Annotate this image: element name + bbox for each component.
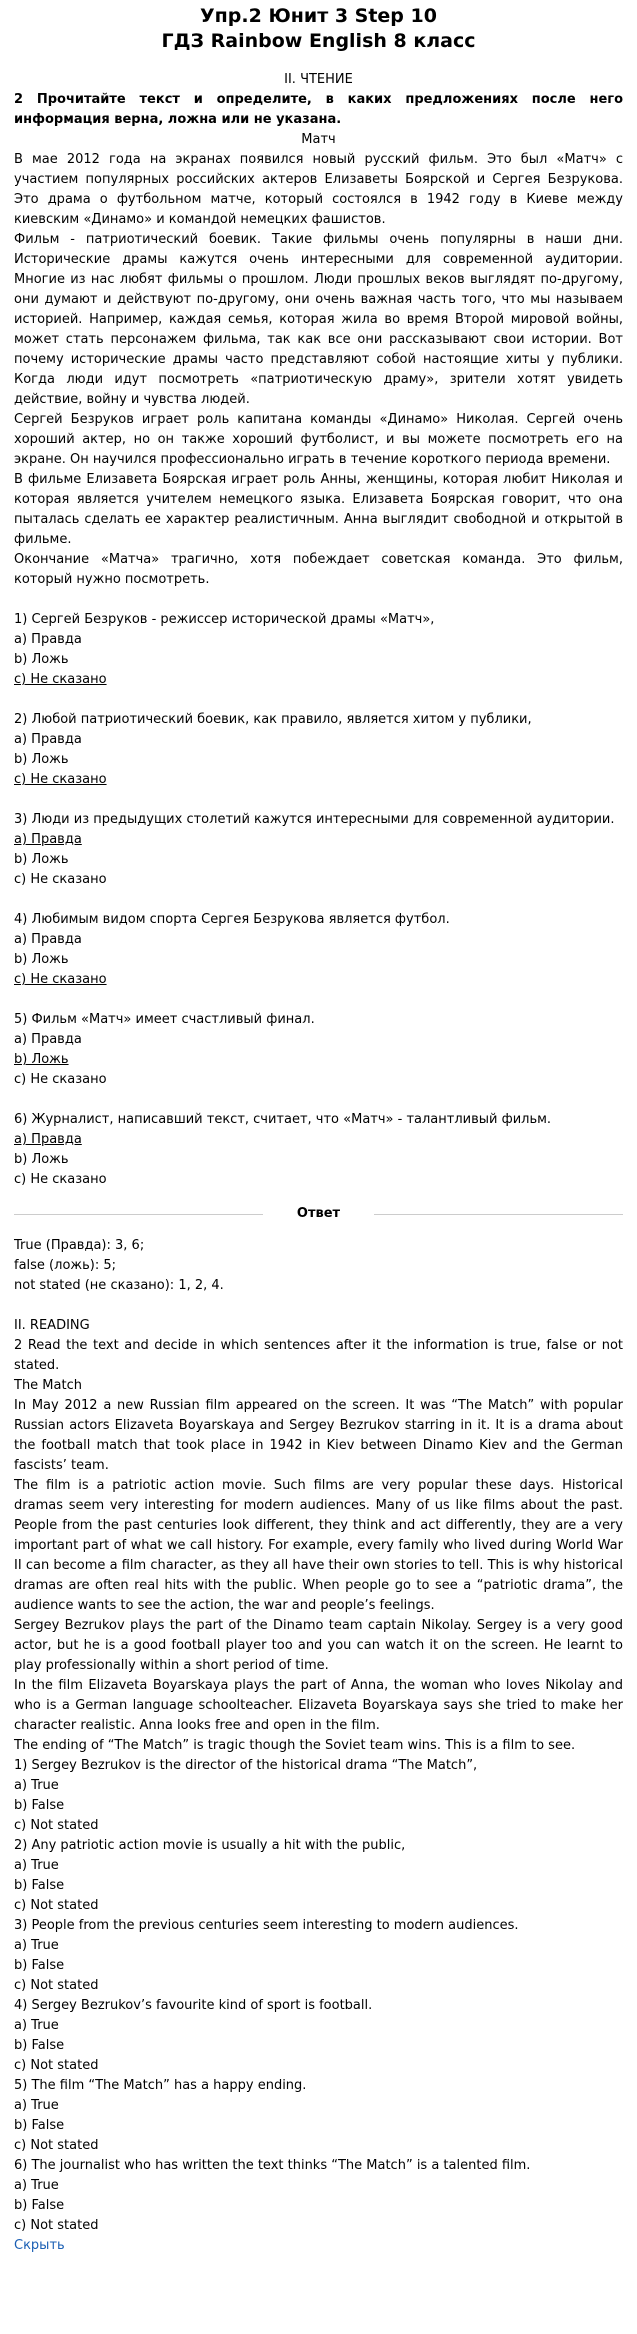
ru-question-2 [14,710,623,790]
page-title-line1: Упр.2 Юнит 3 Step 10 [200,5,437,27]
en-paragraph: Sergey Bezrukov plays the part of the Dinamo team captain Nikolay. Sergey is a very good actor, but he is a good football player too and you can watch it on the screen. He learnt to play professionally within a short period of time. [14,1618,623,1673]
en-questions [14,1756,623,2236]
answer-label: Ответ [296,1206,341,1221]
option-a: a) True [14,2098,59,2113]
option-c: c) Not stated [14,2218,99,2233]
question-text: 1) Сергей Безруков - режиссер исторической драмы «Матч», [14,612,435,627]
option-b: b) False [14,2118,65,2133]
option-b: b) Ложь [14,752,69,767]
question-text: 4) Sergey Bezrukov’s favourite kind of sport is football. [14,1998,373,2013]
option-a: a) True [14,1858,59,1873]
option-c: c) Not stated [14,1978,99,1993]
answer-line: not stated (не сказано): 1, 2, 4. [14,1278,224,1293]
ru-task: 2 Прочитайте текст и определите, в каких предложениях после него информация верна, ложна или не указана. [14,92,623,127]
option-c: c) Не сказано [14,1072,107,1087]
ru-questions [14,610,623,1190]
en-paragraph: The film is a patriotic action movie. Such films are very popular these days. Historical dramas seem very interesting for modern audiences. Many of us like films about the past. People from the past centuries look different, they think and act differently, they are a very important part of what we call history. For example, every family who lived during World War II can become a film character, as they all have their own stories to tell. This is why historical dramas are often real hits with the public. When people go to see a “patriotic drama”, the audience wants to see the action, the war and people’s feelings. [14,1478,623,1613]
question-text: 6) The journalist who has written the text thinks “The Match” is a talented film. [14,2158,531,2173]
ru-text-title: Матч [301,132,336,147]
question-text: 1) Sergey Bezrukov is the director of the historical drama “The Match”, [14,1758,478,1773]
divider-line-right [374,1214,623,1215]
ru-question-6 [14,1110,623,1190]
option-c: c) Not stated [14,2138,99,2153]
option-a-selected: a) Правда [14,1132,82,1147]
ru-question-3 [14,810,623,890]
answer-line: True (Правда): 3, 6; [14,1238,145,1253]
en-section-title: II. READING [14,1318,90,1333]
ru-section [14,70,623,1190]
ru-question-4 [14,910,623,990]
answer-divider [14,1204,623,1224]
ru-paragraph: Окончание «Матча» трагично, хотя побеждает советская команда. Это фильм, который нужно посмотреть. [14,552,623,587]
option-b: b) False [14,2038,65,2053]
option-b: b) Ложь [14,652,69,667]
option-a: a) Правда [14,632,82,647]
ru-paragraph: В мае 2012 года на экранах появился новый русский фильм. Это был «Матч» с участием популярных российских актеров Елизаветы Боярской и Сергея Безрукова. Это драма о футбольном матче, который состоялся в 1942 году в Киеве между киевским «Динамо» и командой немецких фашистов. [14,152,623,227]
en-text-title: The Match [14,1378,82,1393]
page-title [14,0,623,54]
option-b: b) False [14,1798,65,1813]
option-c: c) Not stated [14,1818,99,1833]
question-text: 5) Фильм «Матч» имеет счастливый финал. [14,1012,315,1027]
ru-paragraph: В фильме Елизавета Боярская играет роль Анны, женщины, которая любит Николая и которая является учителем немецкого языка. Елизавета Боярская говорит, что она пыталась сделать ее характер реалистичным. Анна выглядит свободной и открытой в фильме. [14,472,623,547]
option-b: b) False [14,1958,65,1973]
hide-link[interactable]: Скрыть [14,2238,65,2253]
divider-line-left [14,1214,263,1215]
option-c-selected: c) Не сказано [14,772,107,787]
option-b: b) False [14,2198,65,2213]
ru-paragraph: Фильм - патриотический боевик. Такие фильмы очень популярны в наши дни. Исторические драмы кажутся очень интересными для современной аудитории. Многие из нас любят фильмы о прошлом. Люди прошлых веков выглядят по-другому, они думают и действуют по-другому, они очень важная часть того, что мы называем историей. Например, каждая семья, которая жила во время Второй мировой войны, может стать персонажем фильма, так как все они рассказывают свои истории. Вот почему исторические драмы часто представляют собой настоящие хиты у публики. Когда люди идут посмотреть «патриотическую драму», зрители хотят увидеть действие, войну и чувства людей. [14,232,623,407]
answer-key [14,1236,623,1296]
question-text: 6) Журналист, написавший текст, считает, что «Матч» - талантливый фильм. [14,1112,552,1127]
option-c: c) Not stated [14,1898,99,1913]
en-paragraph: The ending of “The Match” is tragic though the Soviet team wins. This is a film to see. [14,1738,576,1753]
option-c-selected: c) Не сказано [14,972,107,987]
option-b: b) Ложь [14,1152,69,1167]
ru-question-1 [14,610,623,690]
option-a: a) Правда [14,932,82,947]
question-text: 2) Any patriotic action movie is usually a hit with the public, [14,1838,406,1853]
option-b-selected: b) Ложь [14,1052,69,1067]
option-a: a) True [14,1938,59,1953]
ru-question-5 [14,1010,623,1090]
option-c: c) Not stated [14,2058,99,2073]
option-c: c) Не сказано [14,872,107,887]
question-text: 2) Любой патриотический боевик, как правило, является хитом у публики, [14,712,532,727]
ru-paragraph: Сергей Безруков играет роль капитана команды «Динамо» Николая. Сергей очень хороший актер, но он также хороший футболист, и вы можете посмотреть его на экране. Он научился профессионально играть в течение короткого периода времени. [14,412,623,467]
question-text: 3) People from the previous centuries seem interesting to modern audiences. [14,1918,519,1933]
question-text: 3) Люди из предыдущих столетий кажутся интересными для современной аудитории. [14,812,615,827]
en-paragraph: In the film Elizaveta Boyarskaya plays the part of Anna, the woman who loves Nikolay and who is a German language schoolteacher. Elizaveta Boyarskaya says she tried to make her character realistic. Anna looks free and open in the film. [14,1678,623,1733]
en-task: 2 Read the text and decide in which sentences after it the information is true, false or not stated. [14,1338,623,1373]
option-a: a) Правда [14,732,82,747]
option-a-selected: a) Правда [14,832,82,847]
question-text: 4) Любимым видом спорта Сергея Безрукова является футбол. [14,912,450,927]
option-c-selected: c) Не сказано [14,672,107,687]
option-a: a) True [14,2178,59,2193]
option-b: b) False [14,1878,65,1893]
option-b: b) Ложь [14,852,69,867]
option-b: b) Ложь [14,952,69,967]
option-a: a) True [14,2018,59,2033]
en-paragraph: In May 2012 a new Russian film appeared on the screen. It was “The Match” with popular Russian actors Elizaveta Boyarskaya and Sergey Bezrukov starring in it. It is a drama about the football match that took place in 1942 in Kiev between Dinamo Kiev and the German fascists’ team. [14,1398,623,1473]
question-text: 5) The film “The Match” has a happy ending. [14,2078,307,2093]
ru-text [14,150,623,590]
answer-line: false (ложь): 5; [14,1258,117,1273]
en-section [14,1316,623,2256]
option-a: a) Правда [14,1032,82,1047]
page-title-line2: ГДЗ Rainbow English 8 класс [161,30,476,52]
ru-section-title: II. ЧТЕНИЕ [284,72,353,87]
option-a: a) True [14,1778,59,1793]
option-c: c) Не сказано [14,1172,107,1187]
